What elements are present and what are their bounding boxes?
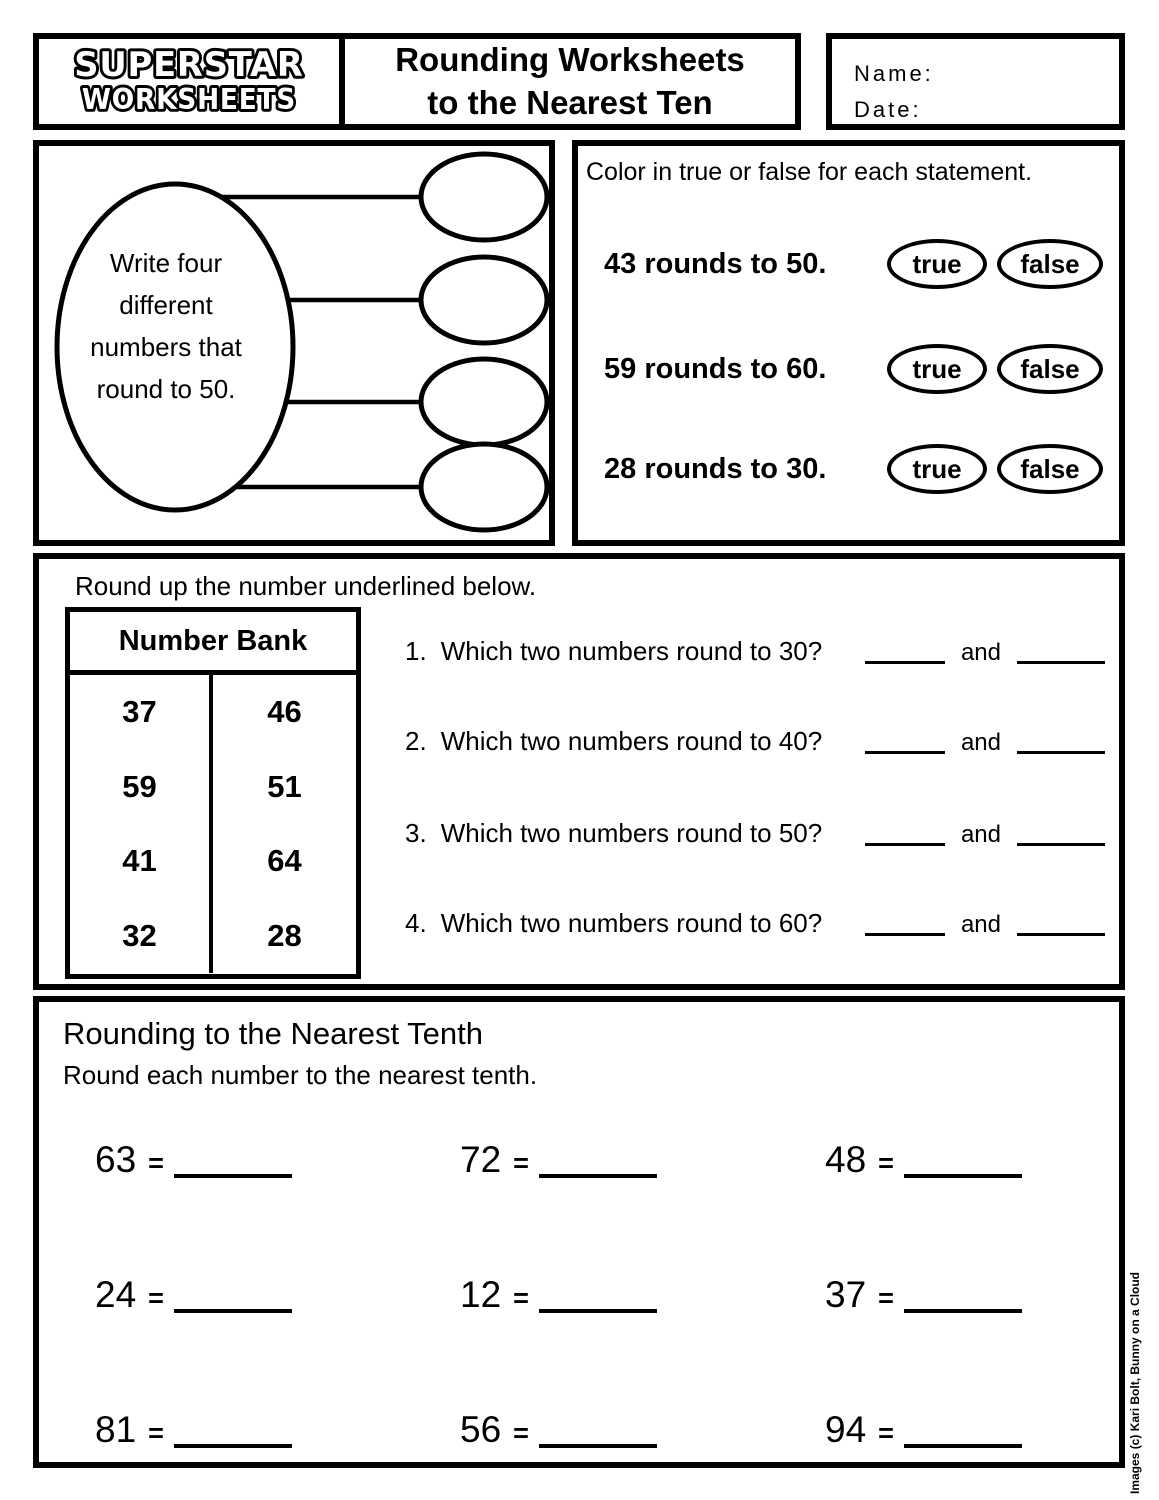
- problem-number: 37: [825, 1273, 867, 1315]
- name-row: [854, 51, 1109, 87]
- number-bank-section: [33, 553, 1125, 990]
- true-false-options: [887, 239, 1103, 289]
- superstar-worksheets-logo: [33, 33, 345, 130]
- answer-oval-1[interactable]: [421, 154, 547, 240]
- bank-number: 59: [70, 750, 213, 825]
- bank-number: 41: [70, 824, 213, 899]
- true-false-section: [572, 140, 1125, 546]
- question-row-1: [405, 636, 1105, 676]
- question-number: 4.: [405, 908, 427, 938]
- answer-blank[interactable]: [539, 1307, 657, 1313]
- answer-blank[interactable]: [539, 1172, 657, 1178]
- logo-line2: WORKSHEETS: [81, 82, 297, 117]
- and-label: and: [960, 911, 1001, 938]
- answer-blank[interactable]: [865, 843, 945, 846]
- logo-line1: SUPERSTAR: [74, 45, 304, 86]
- false-option[interactable]: false: [997, 344, 1103, 394]
- answer-blank[interactable]: [539, 1442, 657, 1448]
- true-option[interactable]: true: [887, 239, 987, 289]
- question-text: Which two numbers round to 60?: [440, 908, 823, 938]
- true-false-options: [887, 444, 1103, 494]
- equals-sign: =: [148, 1417, 164, 1448]
- true-false-options: [887, 344, 1103, 394]
- equals-sign: =: [513, 1282, 529, 1313]
- answer-oval-4[interactable]: [421, 444, 547, 530]
- problem-2: [460, 1139, 825, 1181]
- logo-graphic: [45, 42, 333, 120]
- problem-number: 63: [95, 1138, 137, 1180]
- number-bank-grid: [70, 675, 356, 973]
- equals-sign: =: [878, 1417, 894, 1448]
- problems-grid: [39, 1092, 1119, 1497]
- bank-number: 64: [267, 843, 302, 879]
- question-row-3: [405, 818, 1105, 858]
- problem-number: 12: [460, 1273, 502, 1315]
- name-date-box: [826, 33, 1125, 130]
- answer-blank[interactable]: [865, 933, 945, 936]
- problem-number: 48: [825, 1138, 867, 1180]
- nearest-tenth-title: Rounding to the Nearest Tenth: [63, 1016, 483, 1051]
- statement-text: 28 rounds to 30.: [604, 452, 827, 485]
- nearest-tenth-instruction: Round each number to the nearest tenth.: [63, 1060, 538, 1090]
- nearest-tenth-section: [33, 996, 1125, 1468]
- answer-blank[interactable]: [1017, 933, 1105, 936]
- question-text: Which two numbers round to 40?: [440, 726, 823, 756]
- problem-number: 72: [460, 1138, 502, 1180]
- problem-number: 56: [460, 1408, 502, 1450]
- bank-number: 37: [70, 675, 213, 750]
- question-number: 3.: [405, 818, 427, 848]
- date-label: Date:: [854, 97, 922, 122]
- number-bank-instruction: Round up the number underlined below.: [75, 571, 537, 601]
- answer-oval-3[interactable]: [421, 359, 547, 445]
- problem-9: [825, 1409, 1159, 1451]
- answer-blank[interactable]: [904, 1172, 1022, 1178]
- problem-1: [95, 1139, 460, 1181]
- problem-6: [825, 1274, 1159, 1316]
- image-credits: Images (c) Kari Bolt, Bunny on a Cloud: [1128, 1271, 1142, 1494]
- problem-number: 81: [95, 1408, 137, 1450]
- question-number: 1.: [405, 636, 427, 666]
- equals-sign: =: [513, 1147, 529, 1178]
- name-label: Name:: [854, 61, 934, 86]
- answer-blank[interactable]: [174, 1442, 292, 1448]
- name-write-area[interactable]: [934, 51, 1109, 81]
- question-text: Which two numbers round to 50?: [440, 818, 823, 848]
- answer-blank[interactable]: [174, 1307, 292, 1313]
- bank-number: 28: [267, 917, 302, 953]
- equals-sign: =: [513, 1417, 529, 1448]
- equals-sign: =: [878, 1147, 894, 1178]
- number-bank-table: [65, 607, 361, 979]
- number-web-section: [33, 140, 555, 546]
- equals-sign: =: [148, 1147, 164, 1178]
- answer-blank[interactable]: [865, 751, 945, 754]
- and-label: and: [960, 639, 1001, 666]
- true-false-instruction: Color in true or false for each statement.: [586, 158, 1033, 186]
- problem-7: [95, 1409, 460, 1451]
- statement-row-3: [604, 443, 1103, 495]
- answer-oval-2[interactable]: [421, 257, 547, 343]
- question-number: 2.: [405, 726, 427, 756]
- false-option[interactable]: false: [997, 239, 1103, 289]
- answer-blank[interactable]: [865, 661, 945, 664]
- equals-sign: =: [878, 1282, 894, 1313]
- and-label: and: [960, 821, 1001, 848]
- answer-blank[interactable]: [1017, 751, 1105, 754]
- number-bank-title: Number Bank: [70, 612, 356, 675]
- question-row-4: [405, 908, 1105, 948]
- web-prompt-text: Write four different numbers that round to 50.: [90, 248, 242, 405]
- problem-number: 94: [825, 1408, 867, 1450]
- true-option[interactable]: true: [887, 444, 987, 494]
- title-line2: to the Nearest Ten: [427, 83, 713, 121]
- question-row-2: [405, 726, 1105, 766]
- answer-blank[interactable]: [904, 1442, 1022, 1448]
- problem-number: 24: [95, 1273, 137, 1315]
- statement-text: 59 rounds to 60.: [604, 352, 827, 385]
- false-option[interactable]: false: [997, 444, 1103, 494]
- problem-3: [825, 1139, 1159, 1181]
- statement-row-2: [604, 343, 1103, 395]
- date-row: [854, 87, 1109, 123]
- bank-number: 51: [267, 768, 302, 804]
- equals-sign: =: [148, 1282, 164, 1313]
- bank-number: 32: [70, 899, 213, 974]
- title-line1: Rounding Worksheets: [395, 41, 745, 79]
- problem-5: [460, 1274, 825, 1316]
- problem-4: [95, 1274, 460, 1316]
- answer-blank[interactable]: [1017, 661, 1105, 664]
- question-text: Which two numbers round to 30?: [440, 636, 823, 666]
- statement-row-1: [604, 238, 1103, 290]
- statement-text: 43 rounds to 50.: [604, 247, 827, 280]
- problem-8: [460, 1409, 825, 1451]
- answer-blank[interactable]: [904, 1307, 1022, 1313]
- answer-blank[interactable]: [174, 1172, 292, 1178]
- true-option[interactable]: true: [887, 344, 987, 394]
- bank-number: 46: [267, 694, 302, 730]
- date-write-area[interactable]: [922, 87, 1109, 117]
- and-label: and: [960, 729, 1001, 756]
- worksheet-title: [339, 33, 801, 130]
- answer-blank[interactable]: [1017, 843, 1105, 846]
